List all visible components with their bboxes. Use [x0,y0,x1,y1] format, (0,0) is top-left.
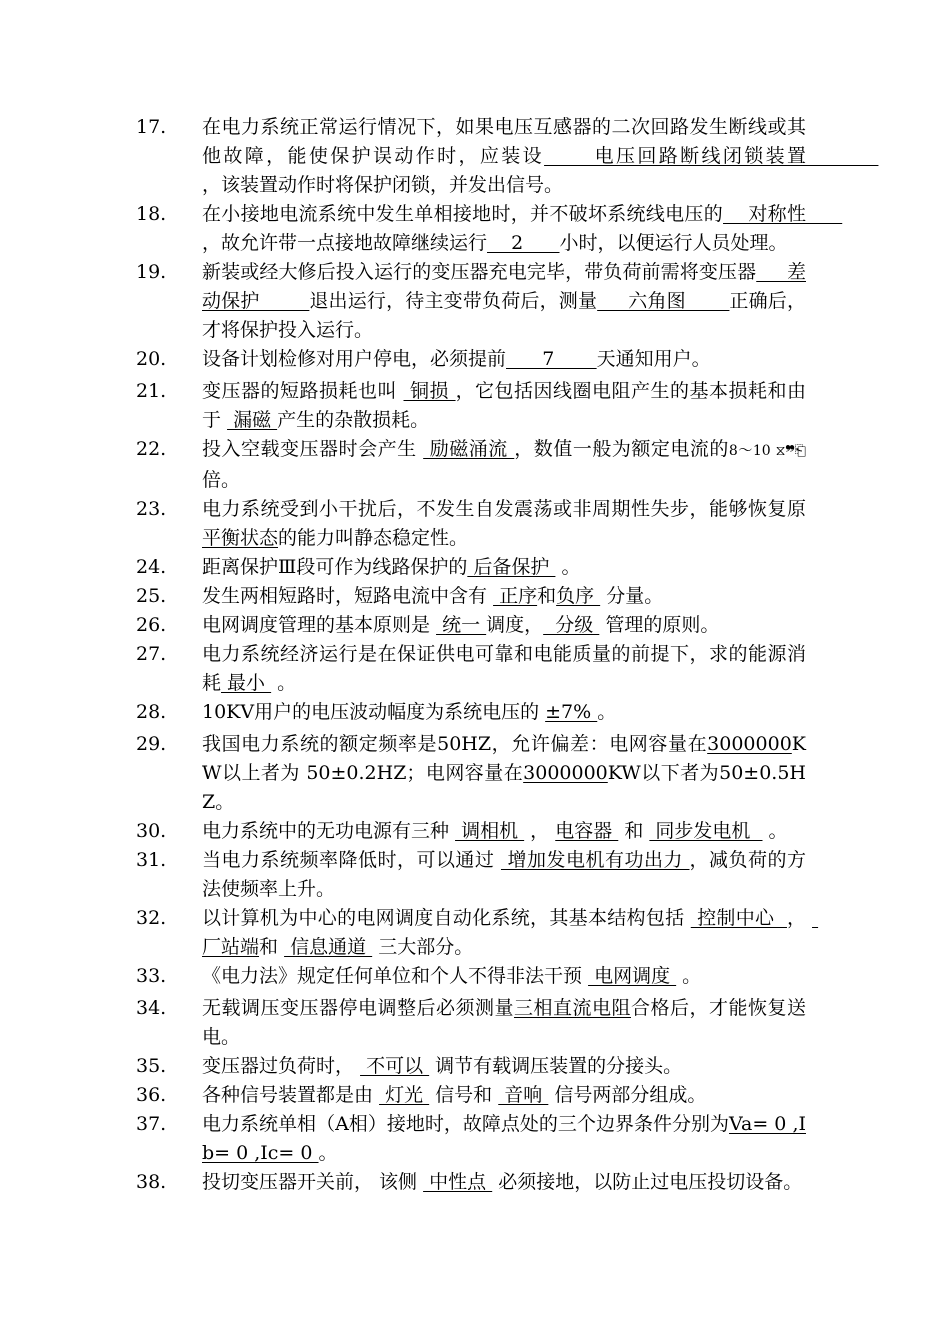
item-number: 27. [136,643,167,665]
text-segment: 在电力系统正常运行情况下，如果电压互感器的二次回路发生断线或其他故障，能使保护误动作时，应装设 [202,116,806,167]
text-segment: 退出运行，待主变带负荷后，测量 [309,290,598,312]
text-segment: 距离保护Ⅲ段可作为线路保护的 [202,556,468,578]
text-segment: 小时，以便运行人员处理。 [559,232,788,254]
item-number: 37. [136,1113,167,1135]
list-item [0,994,950,1052]
text-segment: 《电力法》规定任何单位和个人不得非法干预 [202,965,589,987]
answer-blank: 电压回路断线闭锁装置 [544,145,879,167]
item-text [202,200,843,258]
text-segment: 必须接地，以防止过电压投切设备。 [492,1171,803,1193]
list-item [0,846,950,904]
item-text [202,1052,806,1081]
answer-blank: 差动保护 [202,261,806,312]
item-number: 38. [136,1171,167,1193]
item-number: 24. [136,556,167,578]
answer-blank: 增加发电机有功出力 [500,849,690,871]
text-segment: 在小接地电流系统中发生单相接地时，并不破坏系统线电压的 [202,203,724,225]
text-segment: 当电力系统频率降低时，可以通过 [202,849,501,871]
text-segment: 。 [318,1142,338,1164]
text-segment: 。 [555,556,581,578]
item-text [202,1081,806,1110]
list-item [0,817,950,846]
answer-blank: 电容器 [555,820,619,842]
item-text [202,698,806,727]
item-number: 33. [136,965,167,987]
answer-blank: 3000000 [707,733,792,755]
text-segment: 变压器的短路损耗也叫 [202,380,404,402]
list-item [0,435,950,495]
question-list [0,113,950,1197]
text-segment: ，减负荷的方法使频率上升。 [202,849,806,900]
answer-blank: 音响 [498,1084,549,1106]
item-number: 31. [136,849,167,871]
text-segment: 信号和 [429,1084,499,1106]
item-number: 35. [136,1055,167,1077]
list-item [0,553,950,582]
answer-blank: 信息通道 [284,936,373,958]
list-item [0,1081,950,1110]
item-text [202,730,806,817]
list-item [0,377,950,435]
item-text [202,258,806,345]
item-text [202,435,806,495]
answer-blank: 漏磁 [227,409,278,431]
answer-blank: 厂站端 [202,907,819,958]
text-segment: 倍。 [202,469,241,491]
item-text [202,377,806,435]
item-text [202,611,806,640]
text-segment: ，它包括因线圈电阻产生的基本损耗和由于 [202,380,806,431]
item-text [202,817,806,846]
list-item [0,698,950,727]
text-segment: 无载调压变压器停电调整后必须测量 [202,997,514,1019]
answer-blank: 7 [506,348,597,370]
item-text [202,904,819,962]
list-item [0,345,950,374]
answer-blank: 正序 [493,585,538,607]
answer-blank: ±7% [545,701,598,723]
text-segment: ，数值一般为额定电流的 [514,438,729,460]
text-segment: 合格后，才能恢复送电。 [202,997,806,1048]
answer-blank: 三相直流电阻 [513,997,631,1019]
answer-blank: 中性点 [423,1171,493,1193]
text-segment: 各种信号装置都是由 [202,1084,380,1106]
answer-blank: 电网调度 [588,965,677,987]
text-segment: 产生的杂散损耗。 [277,409,430,431]
answer-blank: 六角图 [597,290,730,312]
answer-blank: 调相机 [455,820,525,842]
text-segment: 投切变压器开关前， 该侧 [202,1171,424,1193]
text-segment: ， [524,820,556,842]
item-text [202,345,806,374]
text-segment: 和 [618,820,650,842]
text-segment: 和 [259,936,285,958]
text-segment: 新装或经大修后投入运行的变压器充电完毕，带负荷前需将变压器 [202,261,757,283]
text-segment: 分量。 [600,585,664,607]
item-text [202,962,806,991]
list-item [0,611,950,640]
item-text [202,113,879,200]
text-segment: 。 [676,965,702,987]
item-text [202,1168,806,1197]
item-number: 25. [136,585,167,607]
item-number: 19. [136,261,167,283]
item-text [202,495,806,553]
item-text [202,582,806,611]
text-segment: KW以上者为 50±0.2HZ；电网容量在 [202,733,806,784]
answer-blank: 统一 [436,614,487,636]
list-item [0,113,950,200]
list-item [0,1168,950,1197]
text-segment: 电力系统受到小干扰后，不发生自发震荡或非周期性失步，能够恢复原 [202,498,806,520]
item-text [202,640,806,698]
item-number: 32. [136,907,167,929]
item-number: 17. [136,116,167,138]
item-number: 26. [136,614,167,636]
text-segment: KW以下者为50±0.5HZ。 [202,762,806,813]
text-segment: 的能力叫静态稳定性。 [278,527,469,549]
text-segment: 以计算机为中心的电网调度自动化系统，其基本结构包括 [202,907,691,929]
answer-blank: 2 [487,232,560,254]
answer-blank: 不可以 [360,1055,430,1077]
text-segment: 电力系统单相（A相）接地时，故障点处的三个边界条件分别为 [202,1113,730,1135]
answer-blank: 对称性 [723,203,843,225]
text-segment: ，故允许带一点接地故障继续运行 [202,232,488,254]
answer-blank: 负序 [556,585,601,607]
answer-blank: 控制中心 [690,907,787,929]
text-segment: 和 [537,585,557,607]
answer-blank: 最小 [221,672,272,694]
text-segment: ， [786,907,813,929]
item-number: 18. [136,203,167,225]
answer-blank: 铜损 [403,380,456,402]
text-segment: 8～10 ⧖❞⎗ [728,443,806,459]
text-segment: 发生两相短路时，短路电流中含有 [202,585,494,607]
list-item [0,582,950,611]
text-segment: 我国电力系统的额定频率是50HZ，允许偏差：电网容量在 [202,733,708,755]
item-number: 23. [136,498,167,520]
text-segment: 三大部分。 [372,936,474,958]
item-text [202,994,806,1052]
item-text [202,846,806,904]
item-number: 20. [136,348,167,370]
answer-blank: 后备保护 [467,556,556,578]
text-segment: 电网调度管理的基本原则是 [202,614,437,636]
list-item [0,1052,950,1081]
list-item [0,200,950,258]
answer-blank: 平衡状态 [202,527,279,549]
list-item [0,495,950,553]
list-item [0,962,950,991]
item-number: 28. [136,701,167,723]
answer-blank: 同步发电机 [649,820,763,842]
text-segment: 调节有载调压装置的分接头。 [429,1055,683,1077]
text-segment: 10KV用户的电压波动幅度为系统电压的 [202,701,546,723]
text-segment: 。 [271,672,297,694]
answer-blank: 励磁涌流 [423,438,515,460]
text-segment: 电力系统经济运行是在保证供电可靠和电能质量的前提下，求的能源消耗 [202,643,806,694]
text-segment: 正确后，才将保护投入运行。 [202,290,806,341]
text-segment: 信号两部分组成。 [548,1084,707,1106]
answer-blank: Va= 0 ,Ib= 0 ,Ic= 0 [202,1113,806,1164]
text-segment: 。 [597,701,617,723]
text-segment: 管理的原则。 [599,614,720,636]
item-number: 21. [136,380,167,402]
list-item [0,1110,950,1168]
list-item [0,258,950,345]
item-text [202,1110,806,1168]
item-number: 34. [136,997,167,1019]
text-segment: 变压器过负荷时， [202,1055,361,1077]
item-number: 29. [136,733,167,755]
item-number: 30. [136,820,167,842]
text-segment: 调度， [486,614,544,636]
answer-blank: 分级 [543,614,600,636]
list-item [0,730,950,817]
text-segment: 设备计划检修对用户停电，必须提前 [202,348,507,370]
text-segment: 天通知用户。 [596,348,711,370]
text-segment: 电力系统中的无功电源有三种 [202,820,456,842]
item-number: 36. [136,1084,167,1106]
list-item [0,904,950,962]
text-segment: 。 [762,820,788,842]
item-text [202,553,806,582]
text-segment: 投入空载变压器时会产生 [202,438,424,460]
list-item [0,640,950,698]
item-number: 22. [136,438,167,460]
answer-blank: 3000000 [523,762,608,784]
answer-blank: 灯光 [379,1084,430,1106]
text-segment: ，该装置动作时将保护闭锁，并发出信号。 [202,174,564,196]
